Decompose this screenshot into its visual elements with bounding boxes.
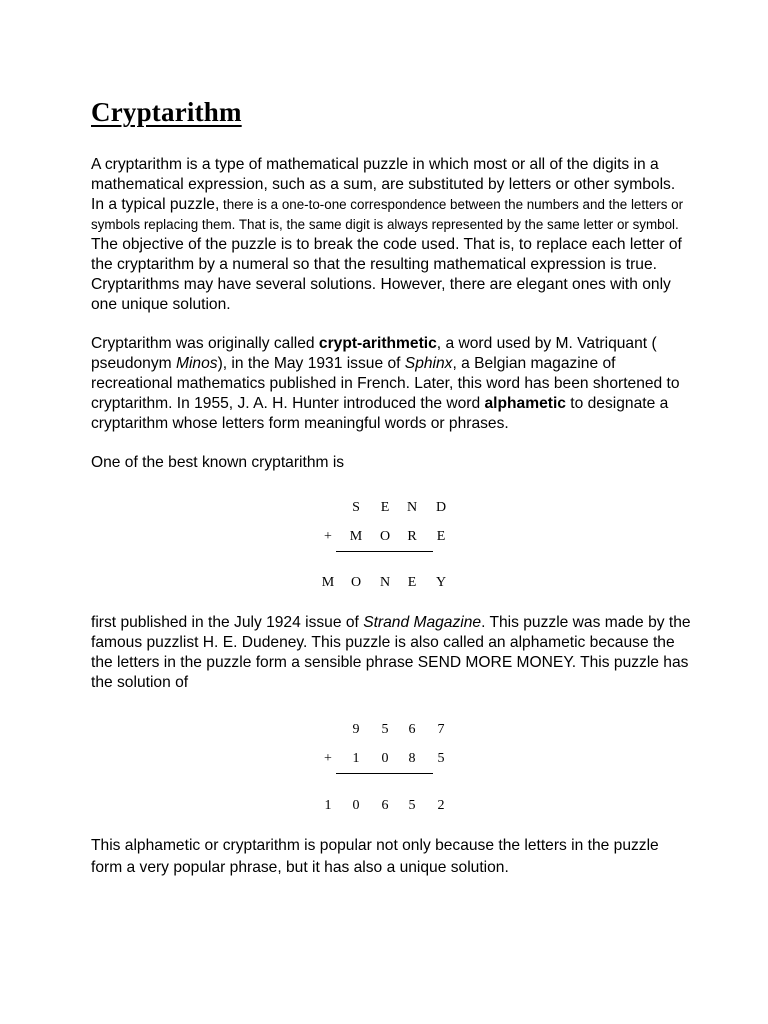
intro-text-b: there is a one-to-one correspondence between the numbers and the letters or symbols replacing them. That is, the same digit is always represented by the same letter or symbol. [91,197,684,232]
dudeney-paragraph [91,613,691,693]
page-title: Cryptarithm [91,97,242,127]
solution-digit: 6 [381,798,389,813]
conclusion-paragraph: This alphametic or cryptarithm is popular not only because the letters in the puzzle form a very popular phrase, but it has also a unique solution. [91,837,659,876]
history-text-a: Cryptarithm was originally called [91,335,319,352]
sum-rule-line [336,551,433,552]
term-alphametic: alphametic [484,395,566,412]
puzzle-letter: R [407,529,417,544]
intro-paragraph [91,155,691,315]
solution-digit: 2 [437,798,445,813]
puzzle-letter: N [406,500,418,515]
puzzle-letter: E [380,500,390,515]
puzzle-letter: O [379,529,391,544]
puzzle-letter: M [349,529,363,544]
puzzle-letter: E [436,529,446,544]
intro-text-c: The objective of the puzzle is to break the code used. That is, to replace each letter of the cryptarithm by a numeral so that the resulting mathematical expression is true. Cryptarithms may have several solutions. However, there are elegant ones with only one unique solution. [91,236,682,313]
history-text-i: to designate a cryptarithm whose letters form meaningful words or phrases. [91,395,669,432]
solution-digit: 5 [381,722,389,737]
solution-digit: 5 [408,798,416,813]
puzzle-letter: E [407,575,417,590]
solution-digit: 8 [408,751,416,766]
solution-digit: 1 [324,798,332,813]
puzzle-letter: S [352,500,360,515]
pseudonym-minos: Minos [175,355,218,372]
solution-digit: 0 [381,751,389,766]
magazine-sphinx: Sphinx [404,355,453,372]
plus-operator: + [324,751,332,766]
send-more-money-puzzle [91,473,691,613]
puzzle-letter: N [379,575,391,590]
solution-digit: 0 [352,798,360,813]
magazine-strand: Strand Magazine [363,614,482,631]
sum-rule-line [336,773,433,774]
solution-sum [91,693,691,835]
puzzle-letter: O [350,575,362,590]
dudeney-text-c: . This puzzle was made by the famous puzzlist H. E. Dudeney. This puzzle is also called an alphametic because the the letters in the puzzle form a sensible phrase SEND MORE MONEY. This puzzle has the solution of [91,614,691,691]
solution-digit: 6 [408,722,416,737]
term-crypt-arithmetic: crypt-arithmetic [318,335,437,352]
dudeney-text-a: first published in the July 1924 issue of [91,614,364,631]
solution-digit: 7 [437,722,445,737]
document-page [91,95,691,879]
best-known-paragraph: One of the best known cryptarithm is [91,454,345,471]
plus-operator: + [324,529,332,544]
solution-digit: 9 [352,722,360,737]
history-text-c: , a word used by M. Vatriquant ( pseudonym [91,335,657,372]
solution-digit: 5 [437,751,445,766]
puzzle-letter: Y [435,575,447,590]
intro-text-a: A cryptarithm is a type of mathematical puzzle in which most or all of the digits in a mathematical expression, such as a sum, are substituted by letters or other symbols. In a typical puzzle, [91,156,676,213]
puzzle-letter: D [435,500,447,515]
history-text-e: ), in the May 1931 issue of [217,355,405,372]
history-paragraph [91,334,691,434]
solution-digit: 1 [352,751,360,766]
puzzle-letter: M [321,575,335,590]
history-text-g: , a Belgian magazine of recreational mathematics published in French. Later, this word has been shortened to cryptarithm. In 1955, J. A. H. Hunter introduced the word [91,355,680,412]
